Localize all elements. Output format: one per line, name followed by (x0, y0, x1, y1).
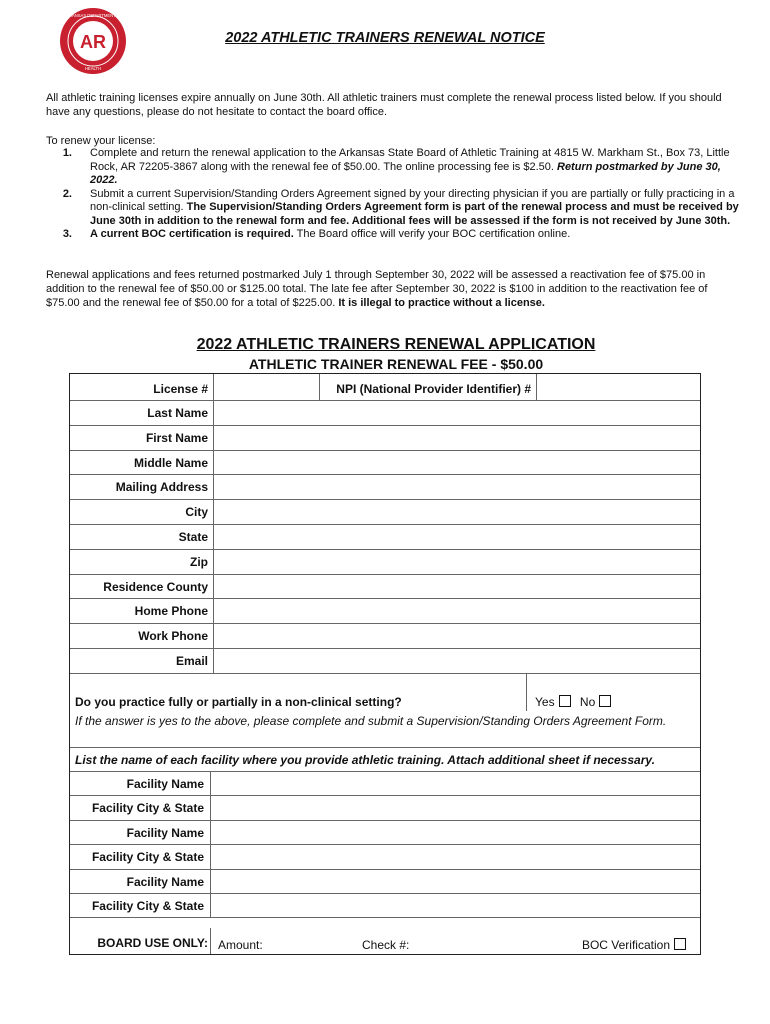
facility-label: Facility City & State (91, 899, 204, 913)
yes-label: Yes (535, 695, 555, 709)
renew-steps-list (46, 147, 746, 242)
field-label: City (185, 505, 208, 520)
nonclinical-note-row (70, 711, 700, 748)
logo-ring-bottom: HEALTH (84, 66, 102, 71)
intro-paragraph: All athletic training licenses expire annually on June 30th. All athletic trainers must complete the renewal process listed below. If you should have any questions, please do not hesitate to contact the board office. (46, 92, 722, 118)
boc-verification-checkbox[interactable] (674, 938, 686, 950)
yes-checkbox[interactable] (559, 695, 571, 707)
field-row-email (70, 648, 700, 674)
npi-input[interactable] (537, 374, 697, 399)
field-row-home-phone (70, 598, 700, 624)
yes-no-options (535, 695, 617, 709)
renewal-application-form (69, 373, 701, 955)
renew-step-3: 3. A current BOC certification is required. The Board office will verify your BOC certification online. (62, 228, 571, 240)
board-use-label: BOARD USE ONLY: (97, 936, 208, 950)
field-input[interactable] (214, 450, 700, 474)
boc-verification-label: BOC Verification (581, 938, 670, 952)
renew-step-1: 1. Complete and return the renewal application to the Arkansas State Board of Athletic Training at 4815 W. Markham St., Box 73, Little Rock, AR 72205-3867 along with the renewal fee of $50.00. The online processing fee is $2.50. Return postmarked by June 30, 2022. (62, 147, 730, 186)
no-checkbox[interactable] (599, 695, 611, 707)
field-label: Middle Name (133, 455, 208, 470)
field-label: Residence County (103, 579, 208, 594)
field-input[interactable] (214, 623, 700, 647)
application-title: 2022 ATHLETIC TRAINERS RENEWAL APPLICATION (196, 336, 596, 353)
renewal-fee-title: ATHLETIC TRAINER RENEWAL FEE - $50.00 (248, 356, 544, 372)
field-input[interactable] (214, 425, 700, 449)
field-row-zip (70, 549, 700, 575)
field-row-first-name (70, 425, 700, 451)
boc-verification (582, 938, 686, 952)
facility-input[interactable] (211, 795, 700, 818)
facility-input[interactable] (211, 844, 700, 867)
field-input[interactable] (214, 574, 700, 598)
to-renew-label: To renew your license: (46, 135, 156, 147)
renew-step-2: 2. Submit a current Supervision/Standing Orders Agreement signed by your directing physician if you are partially or fully practicing in a non-clinical setting. The Supervision/Standing Orders Agreement form is part of the renewal process and must be received by June 30th in addition to the renewal form and fee. Additional fees will be assessed if the form is not received by June 30th. (62, 187, 739, 227)
facility-label: Facility City & State (91, 801, 204, 816)
field-label: Home Phone (134, 604, 208, 619)
field-row-city (70, 499, 700, 525)
facility-city-state-row (70, 844, 700, 869)
nonclinical-note: If the answer is yes to the above, please complete and submit a Supervision/Standing Orders Agreement Form. (75, 714, 667, 728)
field-input[interactable] (214, 400, 700, 424)
field-input[interactable] (214, 598, 700, 622)
facility-input[interactable] (211, 869, 700, 892)
facility-label: Facility Name (126, 777, 204, 791)
npi-label: NPI (National Provider Identifier) # (336, 382, 531, 396)
amount-label: Amount: (218, 938, 263, 952)
field-label: First Name (145, 430, 208, 445)
field-label: Mailing Address (115, 480, 208, 495)
notice-title: 2022 ATHLETIC TRAINERS RENEWAL NOTICE (225, 30, 545, 46)
license-label: License # (153, 382, 208, 396)
field-input[interactable] (214, 648, 700, 672)
logo-initials: AR (80, 32, 106, 52)
license-row (70, 374, 700, 401)
nonclinical-row (70, 673, 700, 711)
facility-input[interactable] (211, 771, 700, 794)
field-label: Zip (190, 554, 208, 569)
facility-name-row (70, 820, 700, 845)
field-input[interactable] (214, 524, 700, 548)
field-row-mailing-address (70, 474, 700, 500)
license-input[interactable] (214, 374, 319, 399)
field-label: Work Phone (138, 629, 208, 644)
board-use-row (70, 928, 700, 954)
field-input[interactable] (214, 499, 700, 523)
facility-city-state-row (70, 795, 700, 820)
field-label: Email (175, 654, 208, 668)
facility-label: Facility Name (126, 825, 204, 840)
late-fee-paragraph: Renewal applications and fees returned postmarked July 1 through September 30, 2022 will be assessed a reactivation fee of $75.00 in addition to the renewal fee of $50.00 or $125.00 total. The late fee after September 30, 2022 is $100 in addition to the reactivation fee of $75.00 and the renewal fee of $50.00 for a total of $225.00. It is illegal to practice without a license. (46, 269, 708, 309)
logo-ring-top: ARKANSAS DEPARTMENT OF (63, 13, 123, 18)
field-row-residence-county (70, 574, 700, 600)
facility-input[interactable] (211, 893, 700, 916)
field-label: Last Name (147, 406, 208, 420)
facility-label: Facility Name (126, 874, 204, 889)
field-input[interactable] (214, 474, 700, 498)
field-row-middle-name (70, 450, 700, 476)
facility-instruction: List the name of each facility where you provide athletic training. Attach additional sheet if necessary. (75, 753, 655, 767)
field-input[interactable] (214, 549, 700, 573)
field-row-state (70, 524, 700, 550)
illegal-warning: It is illegal to practice without a license. (338, 297, 545, 309)
field-label: State (178, 530, 208, 544)
facility-city-state-row (70, 893, 700, 918)
nonclinical-question: Do you practice fully or partially in a non-clinical setting? (75, 695, 402, 709)
facility-input[interactable] (211, 820, 700, 843)
facility-name-row (70, 771, 700, 796)
check-number-label: Check #: (362, 938, 410, 952)
facility-name-row (70, 869, 700, 894)
field-row-work-phone (70, 623, 700, 649)
field-row-last-name (70, 400, 700, 426)
facility-label: Facility City & State (91, 850, 204, 865)
no-label: No (579, 695, 596, 709)
facility-instruction-row (70, 747, 700, 772)
